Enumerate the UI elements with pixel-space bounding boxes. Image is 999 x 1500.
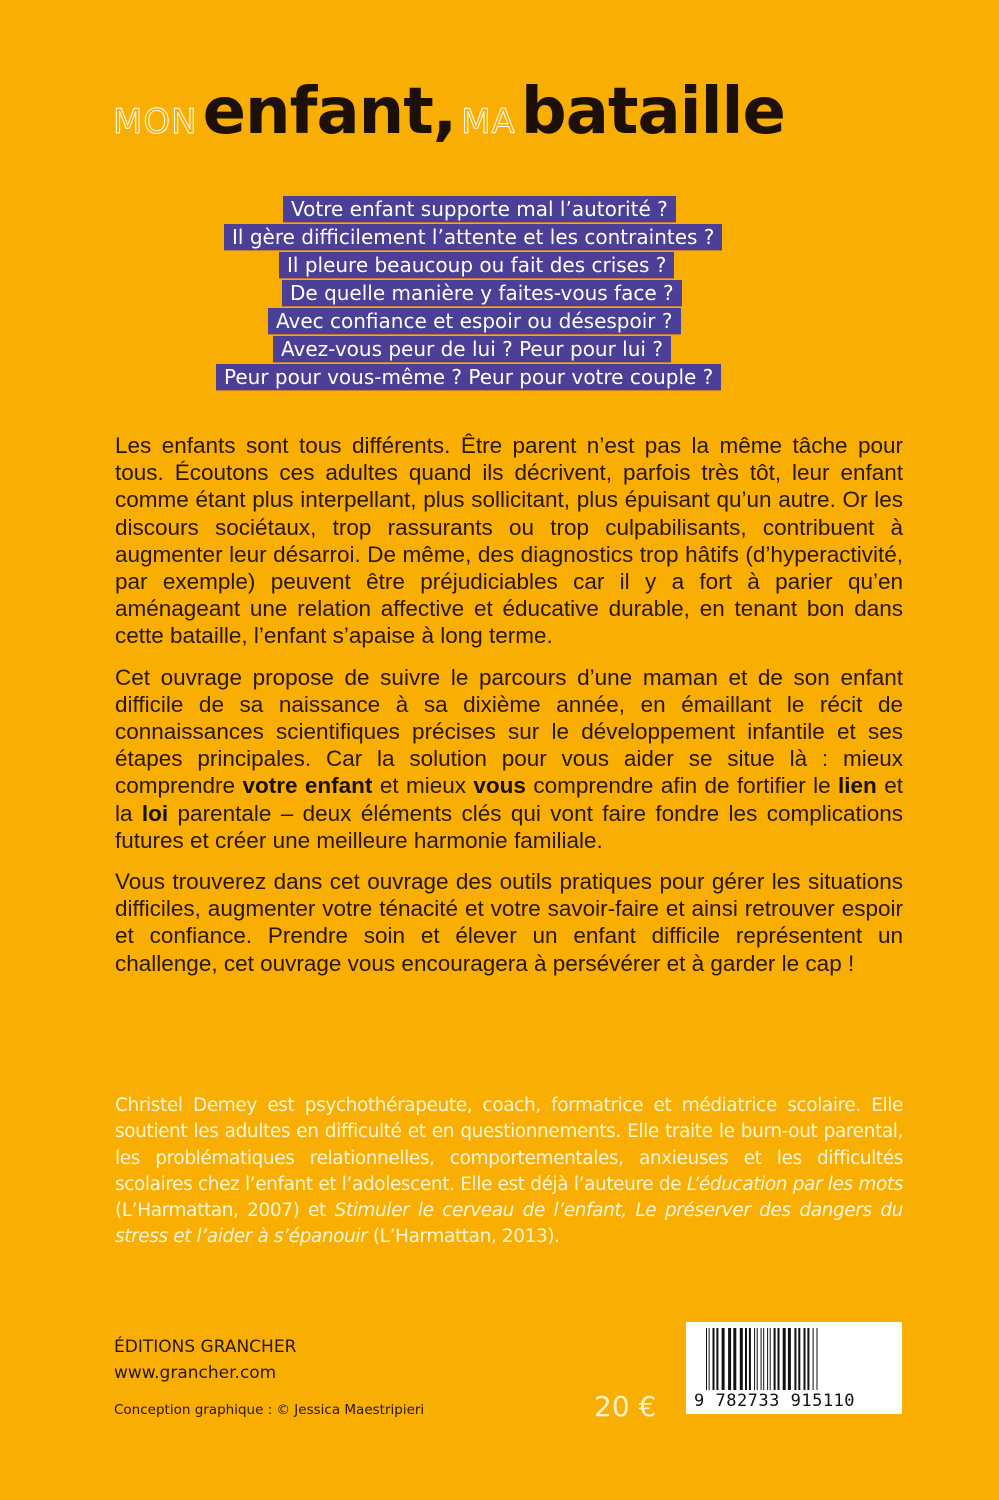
question-line: Avec confiance et espoir ou désespoir ?	[268, 308, 681, 334]
barcode-bar	[804, 1328, 806, 1390]
title-word-bataille: bataille	[520, 75, 785, 149]
design-credit: Conception graphique : © Jessica Maestripieri	[114, 1402, 425, 1418]
barcode-bar	[749, 1328, 751, 1390]
emphasis: loi	[141, 800, 169, 826]
title-word-mon: MON	[113, 102, 198, 142]
question-line: Il gère difficilement l’attente et les contraintes ?	[224, 224, 722, 250]
barcode-bar	[770, 1328, 771, 1390]
barcode-bar	[767, 1328, 768, 1390]
text-span: et la	[115, 773, 903, 826]
barcode-bar	[713, 1328, 715, 1390]
barcode-bar	[745, 1328, 747, 1390]
barcode-bar	[716, 1328, 718, 1390]
book-title-ref: L’éducation par les mots	[686, 1173, 903, 1195]
text-span: Cet ouvrage propose de suivre le parcours d’une maman et de son enfant difficile de sa naissance à sa dixième année, en émaillant le récit de connaissances scientifiques précises sur le développement infantile et ses étapes principales. Car la solution pour vous aider se situe là : mieux comprendre	[115, 664, 903, 799]
isbn-number: 9 782733 915110	[694, 1391, 856, 1411]
barcode-bar	[757, 1328, 758, 1390]
publisher-info	[114, 1334, 296, 1386]
question-line: Peur pour vous-même ? Peur pour votre couple ?	[216, 364, 721, 390]
emphasis: vous	[473, 773, 526, 799]
barcode-bar	[794, 1328, 796, 1390]
paragraph-2	[115, 664, 903, 854]
barcode-bar	[733, 1328, 736, 1390]
text-span: (L’Harmattan, 2013).	[367, 1226, 560, 1248]
text-span: Christel Demey est psychothérapeute, coach, formatrice et médiatrice scolaire. Elle soutient les adultes en difficulté et en questionnements. Elle traite le burn-out parental, les problématiques relationnelles, comportementales, anxieuses et les difficultés scolaires chez l’enfant et l’adolescent. Elle est déjà l’auteure de	[115, 1095, 903, 1195]
barcode-bar	[740, 1328, 743, 1390]
barcode-bar	[774, 1328, 776, 1390]
publisher-website[interactable]: www.grancher.com	[114, 1363, 277, 1383]
text-span: et mieux	[372, 773, 474, 799]
publisher-name: ÉDITIONS GRANCHER	[114, 1337, 297, 1357]
barcode-bar	[709, 1328, 710, 1390]
title-word-enfant: enfant,	[202, 75, 457, 149]
barcode-bar	[722, 1328, 725, 1390]
barcode-bar	[788, 1328, 791, 1390]
text-span: comprendre afin de fortifier le	[525, 773, 839, 799]
barcode-bar	[754, 1328, 755, 1390]
emphasis: lien	[838, 773, 877, 799]
barcode-bar	[761, 1328, 762, 1390]
emphasis: votre enfant	[242, 773, 373, 799]
barcode-bar	[706, 1328, 707, 1390]
question-line: Avez-vous peur de lui ? Peur pour lui ?	[273, 336, 671, 362]
barcode-bar	[728, 1328, 731, 1390]
author-bio	[115, 1093, 903, 1251]
price: 20 €	[594, 1390, 657, 1423]
title-word-ma: MA	[461, 102, 516, 142]
text-span: (L’Harmattan, 2007) et	[115, 1200, 335, 1222]
question-line: De quelle manière y faites-vous face ?	[282, 280, 682, 306]
description	[115, 432, 903, 991]
text-span: parentale – deux éléments clés qui vont faire fondre les complications futures et créer une meilleure harmonie familiale.	[115, 800, 904, 853]
paragraph-3: Vous trouverez dans cet ouvrage des outils pratiques pour gérer les situations difficiles, augmenter votre ténacité et votre savoir-faire et ainsi retrouver espoir et confiance. Prendre soin et élever un enfant difficile représentent un challenge, cet ouvrage vous encouragera à persévérer et à garder le cap !	[115, 869, 903, 976]
paragraph-1: Les enfants sont tous différents. Être parent n’est pas la même tâche pour tous. Écoutons ces adultes quand ils décrivent, parfois très tôt, leur enfant comme étant plus interpellant, plus sollicitant, plus épuisant qu’un autre. Or les discours sociétaux, trop rassurants ou trop culpabilisants, contribuent à augmenter leur désarroi. De même, des diagnostics trop hâtifs (d’hyperactivité, par exemple) peuvent être préjudiciables car il y a fort à parier qu’en aménageant une relation affective et éducative durable, en tenant bon dans cette bataille, l’enfant s’apaise à long terme.	[115, 433, 903, 649]
barcode	[686, 1322, 902, 1414]
barcode-bar	[763, 1328, 764, 1390]
barcode-bar	[813, 1328, 814, 1390]
question-line: Il pleure beaucoup ou fait des crises ?	[279, 252, 674, 278]
book-title-ref: Stimuler le cerveau de l’enfant, Le préserver des dangers du stress et l’aider à s’épanouir	[115, 1200, 903, 1248]
barcode-bar	[817, 1328, 818, 1390]
barcode-bar	[798, 1328, 800, 1390]
book-title	[113, 75, 913, 149]
question-line: Votre enfant supporte mal l’autorité ?	[283, 196, 676, 222]
barcode-bar	[778, 1328, 780, 1390]
barcode-bar	[783, 1328, 786, 1390]
barcode-bar	[807, 1328, 809, 1390]
